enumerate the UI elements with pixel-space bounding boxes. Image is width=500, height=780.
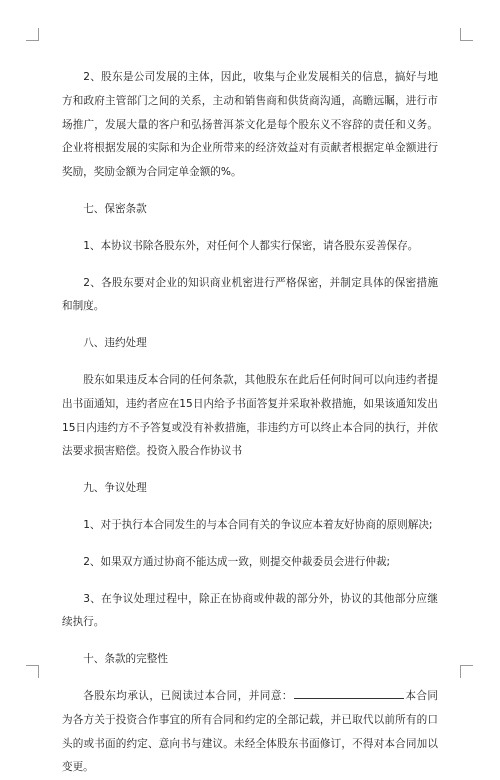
paragraph-confidentiality-1: 1、本协议书除各股东外，对任何个人都实行保密，请各股东妥善保存。 bbox=[83, 239, 419, 252]
paragraph-dispute-2: 2、如果双方通过协商不能达成一致，则提交仲裁委员会进行仲裁; bbox=[83, 555, 391, 568]
paragraph-dispute-1: 1、对于执行本合同发生的与本合同有关的争议应本着友好协商的原则解决; bbox=[83, 518, 433, 531]
heading-breach: 八、违约处理 bbox=[83, 337, 147, 350]
paragraph-confidentiality-2: 2、各股东要对企业的知识商业机密进行严格保密，并制定具体的保密措施和制度。 bbox=[62, 276, 438, 313]
page-corner-mark-top-right bbox=[460, 28, 473, 41]
paragraph-dispute-3: 3、在争议处理过程中，除正在协商或仲裁的部分外，协议的其他部分应继续执行。 bbox=[62, 592, 438, 629]
heading-confidentiality: 七、保密条款 bbox=[83, 202, 147, 215]
heading-integrity: 十、条款的完整性 bbox=[83, 653, 168, 666]
integrity-text-before-blank: 各股东均承认，已阅读过本合同，并同意： bbox=[83, 689, 293, 702]
paragraph-shareholder-duties: 2、股东是公司发展的主体，因此，收集与企业发展相关的信息，搞好与地方和政府主管部门之间的关系，主动和销售商和供货商沟通，高瞻远瞩，进行市场推广，发展大量的客户和弘扬普洱茶文化是每个股东义不容辞的责任和义务。企业将根据发展的实际和为企业所带来的经济效益对有贡献者根据定单金额进行奖励，奖励金额为合同定单金额的%。 bbox=[62, 71, 438, 179]
document-body bbox=[62, 66, 438, 780]
page-corner-mark-bottom-left bbox=[26, 665, 39, 678]
paragraph-integrity bbox=[62, 685, 438, 780]
integrity-text-after-blank: 本合同为各方关于投资合作事宜的所有合同和约定的全部记载，并已取代以前所有的口头的或书面的约定、意向书与建议。未经全体股东书面修订，不得对本合同加以变更。 bbox=[62, 689, 439, 774]
page-corner-mark-top-left bbox=[26, 28, 39, 41]
heading-dispute: 九、争议处理 bbox=[83, 482, 147, 495]
paragraph-breach: 股东如果违反本合同的任何条款，其他股东在此后任何时间可以向违约者提出书面通知，违约者应在15日内给予书面答复并采取补救措施，如果该通知发出15日内违约方不予答复或没有补救措施，非违约方可以终止本合同的执行，并依法要求损害赔偿。投资入股合作协议书 bbox=[62, 373, 438, 458]
page-corner-mark-bottom-right bbox=[460, 665, 473, 678]
signature-blank-line bbox=[294, 688, 404, 699]
